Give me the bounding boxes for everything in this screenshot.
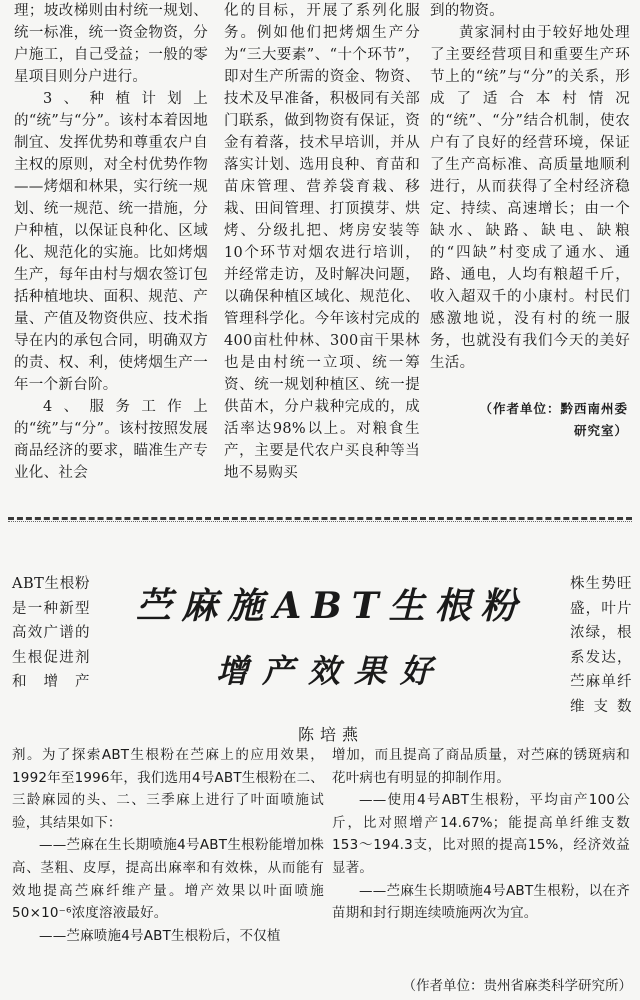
bottom-col2-paragraph-1: 增加，而且提高了商品质量，对苎麻的锈斑病和花叶病也有明显的抑制作用。 xyxy=(332,747,630,786)
bottom-article-subtitle: 增产效果好 xyxy=(215,652,446,690)
bottom-article-column-1 xyxy=(12,744,324,947)
top-article-column-3 xyxy=(430,0,630,374)
article-divider xyxy=(8,517,632,520)
bottom-col2-paragraph-2: ——使用4号ABT生根粉，平均亩产100公斤，比对照增产14.67%；能提高单纤维支数153～194.3支，比对照的提高15%，经济效益显著。 xyxy=(332,792,630,876)
bottom-col1-paragraph-2: ——苎麻在生长期喷施4号ABT生根粉能增加株高、茎粗、皮厚，提高出麻率和有效株，从而能有效地提高苎麻纤维产量。增产效果以叶面喷施50×10⁻⁶浓度溶液最好。 xyxy=(12,837,324,922)
top-col3-paragraph-1: 到的物资。 xyxy=(430,3,504,19)
bottom-col1-paragraph-1: 剂。为了探索ABT生根粉在苎麻上的应用效果，1992年至1996年，我们选用4号ABT生根粉在二、三龄麻园的头、二、三季麻上进行了叶面喷施试验，其结果如下： xyxy=(12,747,324,831)
bottom-article-side-text-right: 株生势旺盛，叶片浓绿，根系发达，苎麻单纤维支数 xyxy=(570,576,632,715)
bottom-article-side-text-left: ABT生根粉是一种新型高效广谱的生根促进剂和增产 xyxy=(12,576,90,690)
top-col1-paragraph-3: 4、服务工作上的“统”与“分”。该村按照发展商品经济的要求，瞄准生产专业化、社会 xyxy=(14,399,208,481)
bottom-col1-paragraph-3: ——苎麻喷施4号ABT生根粉后，不仅植 xyxy=(39,927,281,944)
top-article-column-2 xyxy=(224,0,420,484)
bottom-col2-paragraph-3: ——苎麻生长期喷施4号ABT生根粉，以在齐苗期和封行期连续喷施两次为宜。 xyxy=(332,882,630,922)
top-article-column-1 xyxy=(14,0,208,484)
bottom-article-column-2 xyxy=(332,744,630,925)
top-col2-paragraph-1: 化的目标，开展了系列化服务。例如他们把烤烟生产分为“三大要素”、“十个环节”，即对生产所需的资金、物资、技术及早准备，积极同有关部门联系，做到物资有保证，资金有着落，技术早培训，并从落实计划、选用良种、育苗和苗床管理、营养袋育栽、移栽、田间管理、打顶摸芽、烘烤、分级扎把、烤房安装等10个环节对烟农进行培训，并经常走访，及时解决问题，以确保种植区域化、规范化、管理科学化。今年该村完成的400亩杜仲林、300亩干果林也是由村统一立项、统一筹资、统一规划种植区、统一提供苗木，分户栽种完成的，成活率达98%以上。对粮食生产，主要是代农户买良种等当地不易购买 xyxy=(224,3,420,481)
bottom-article-title: 苎麻施ABT生根粉 xyxy=(135,585,527,627)
top-col1-paragraph-1: 理；坡改梯则由村统一规划、统一标准，统一资金物资，分户施工，自己受益；一般的零星项目则分户进行。 xyxy=(14,3,208,85)
top-col3-paragraph-2: 黄家洞村由于较好地处理了主要经营项目和重要生产环节上的“统”与“分”的关系，形成了适合本村情况的“统”、“分”结合机制，使农户有了良好的经营环境，保证了生产高标准、高质量地顺利进行，从而获得了全村经济稳定、持续、高速增长；由一个缺水、缺路、缺电、缺粮的“四缺”村变成了通水、通路、通电，人均有粮超千斤，收入超双千的小康村。村民们感激地说，没有村的统一服务，也就没有我们今天的美好生活。 xyxy=(430,25,630,371)
article-divider-secondary xyxy=(8,521,632,522)
bottom-article-author: 陈培燕 xyxy=(297,725,364,744)
top-col1-paragraph-2: 3、种植计划上的“统”与“分”。该村本着因地制宜、发挥优势和尊重农户自主权的原则，对全村优势作物——烤烟和林果，实行统一规划、统一规范、统一措施，分户种植，以保证良种化、区域化、规范化的实施。比如烤烟生产，每年由村与烟农签订包括种植地块、面积、规范、产量、产值及物资供应、技术指导在内的承包合同，明确双方的责、权、利，使烤烟生产一年一个新台阶。 xyxy=(14,91,208,393)
top-article-affiliation: （作者单位：黔西南州委研究室） xyxy=(479,401,628,438)
bottom-article-affiliation: （作者单位：贵州省麻类科学研究所） xyxy=(402,978,632,994)
